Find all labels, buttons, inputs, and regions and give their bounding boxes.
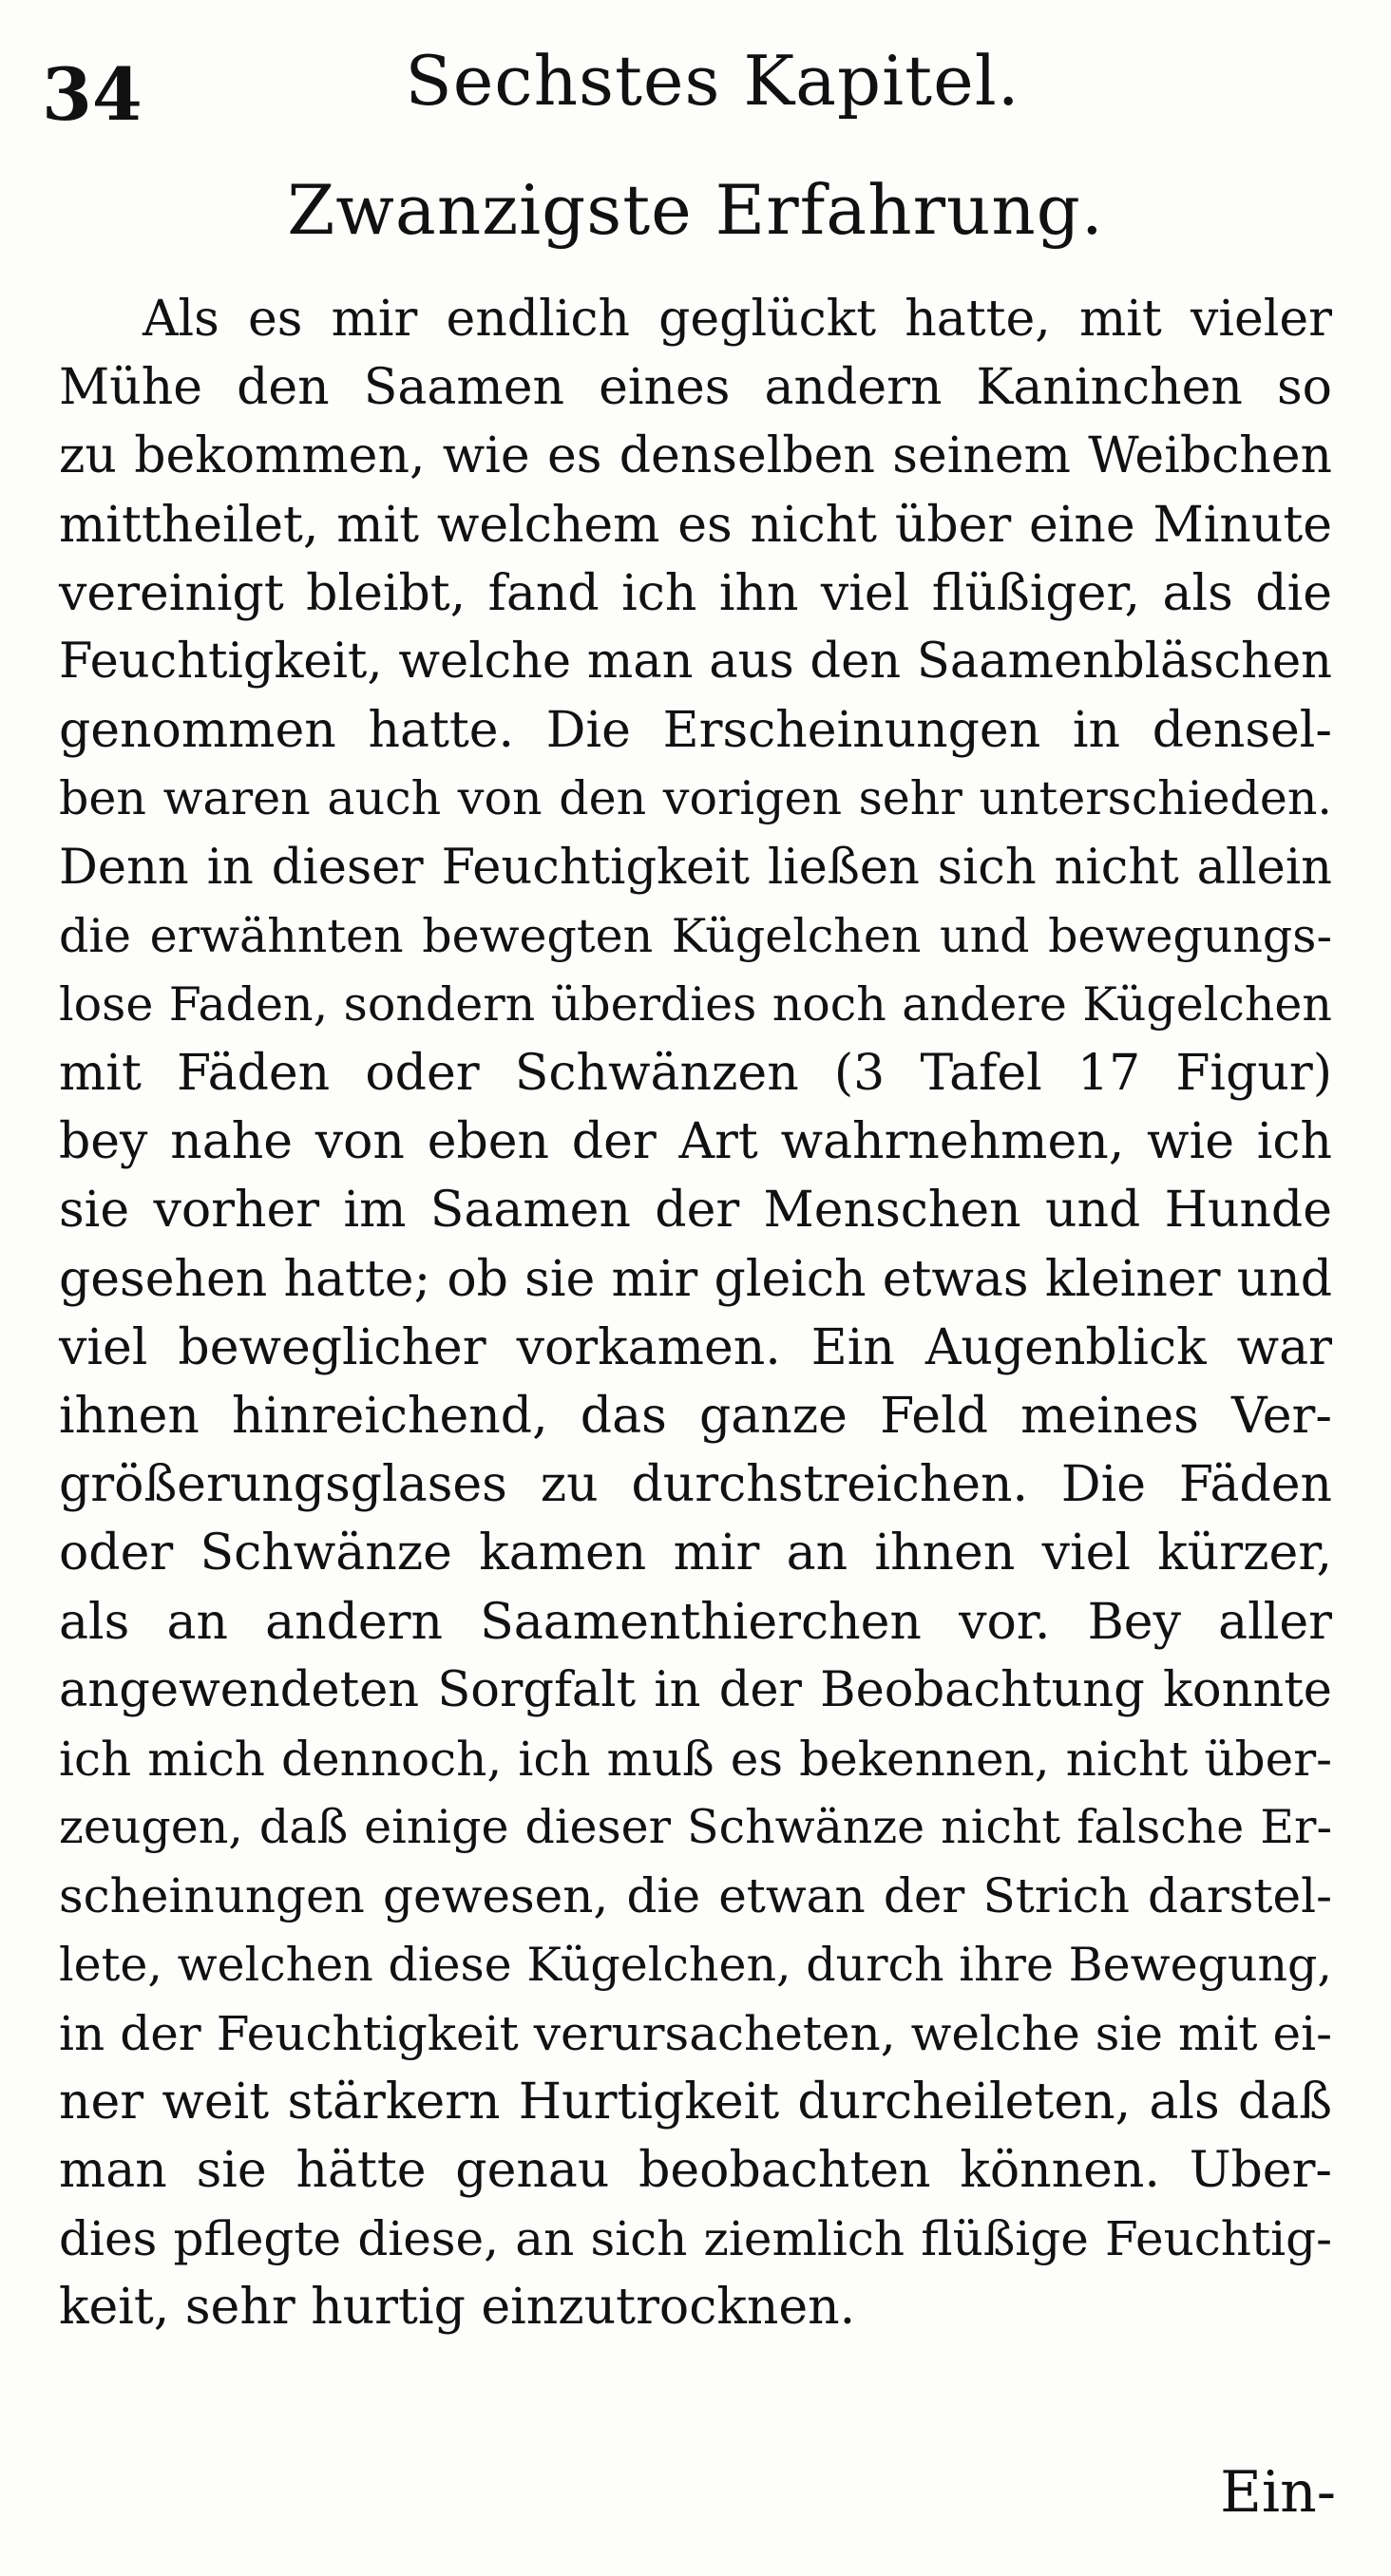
- text-line: ner weit stärkern Hurtigkeit durcheileten, als daß: [59, 2073, 1332, 2131]
- text-line: zu bekommen, wie es denselben seinem Weibchen: [59, 427, 1332, 485]
- text-line: lete, welchen diese Kügelchen, durch ihre Bewegung,: [59, 1937, 1332, 1992]
- section-title: Zwanzigste Erfahrung.: [287, 170, 1104, 250]
- page-number: 34: [42, 52, 143, 137]
- text-line: zeugen, daß einige dieser Schwänze nicht falsche Er-: [59, 1800, 1332, 1855]
- text-line: oder Schwänze kamen mir an ihnen viel kürzer,: [59, 1525, 1332, 1582]
- text-line: gesehen hatte; ob sie mir gleich etwas kleiner und: [59, 1250, 1332, 1308]
- text-line: sie vorher im Saamen der Menschen und Hunde: [59, 1182, 1332, 1240]
- text-line: mit Fäden oder Schwänzen (3 Tafel 17 Figur): [59, 1045, 1332, 1103]
- text-line: in der Feuchtigkeit verursacheten, welche sie mit ei-: [59, 2005, 1332, 2061]
- text-line: Denn in dieser Feuchtigkeit ließen sich nicht allein: [59, 839, 1332, 896]
- text-line: vereinigt bleibt, fand ich ihn viel flüßiger, als die: [59, 564, 1332, 622]
- text-line: als an andern Saamenthierchen vor. Bey aller: [59, 1593, 1332, 1651]
- text-line: Mühe den Saamen eines andern Kaninchen so: [59, 359, 1332, 417]
- text-line: angewendeten Sorgfalt in der Beobachtung konnte: [59, 1661, 1332, 1718]
- text-line: die erwähnten bewegten Kügelchen und bewegungs-: [59, 908, 1332, 963]
- text-line: man sie hätte genau beobachten können. Uber-: [59, 2142, 1332, 2200]
- text-line: dies pflegte diese, an sich ziemlich flüßige Feuchtig-: [59, 2211, 1332, 2267]
- text-line: lose Faden, sondern überdies noch andere Kügelchen: [59, 976, 1332, 1032]
- text-line: ich mich dennoch, ich muß es bekennen, nicht über-: [59, 1731, 1332, 1787]
- text-line: bey nahe von eben der Art wahrnehmen, wie ich: [59, 1113, 1332, 1171]
- text-line: keit, sehr hurtig einzutrocknen.: [59, 2279, 856, 2337]
- running-head: Sechstes Kapitel.: [405, 41, 1020, 121]
- text-line: viel beweglicher vorkamen. Ein Augenblick war: [59, 1318, 1332, 1376]
- text-line: ben waren auch von den vorigen sehr unterschieden.: [59, 771, 1332, 826]
- text-line: mittheilet, mit welchem es nicht über eine Minute: [59, 496, 1332, 554]
- body-paragraph: [59, 285, 1332, 2342]
- text-line: Als es mir endlich geglückt hatte, mit vieler: [143, 291, 1332, 348]
- text-line: scheinungen gewesen, die etwan der Strich darstel-: [59, 1868, 1332, 1924]
- text-line: größerungsglases zu durchstreichen. Die Fäden: [59, 1456, 1332, 1514]
- catchword: Ein-: [1220, 2459, 1336, 2526]
- text-line: genommen hatte. Die Erscheinungen in densel-: [59, 702, 1332, 760]
- text-line: Feuchtigkeit, welche man aus den Saamenbläschen: [59, 633, 1332, 690]
- text-line: ihnen hinreichend, das ganze Feld meines Ver-: [59, 1388, 1332, 1445]
